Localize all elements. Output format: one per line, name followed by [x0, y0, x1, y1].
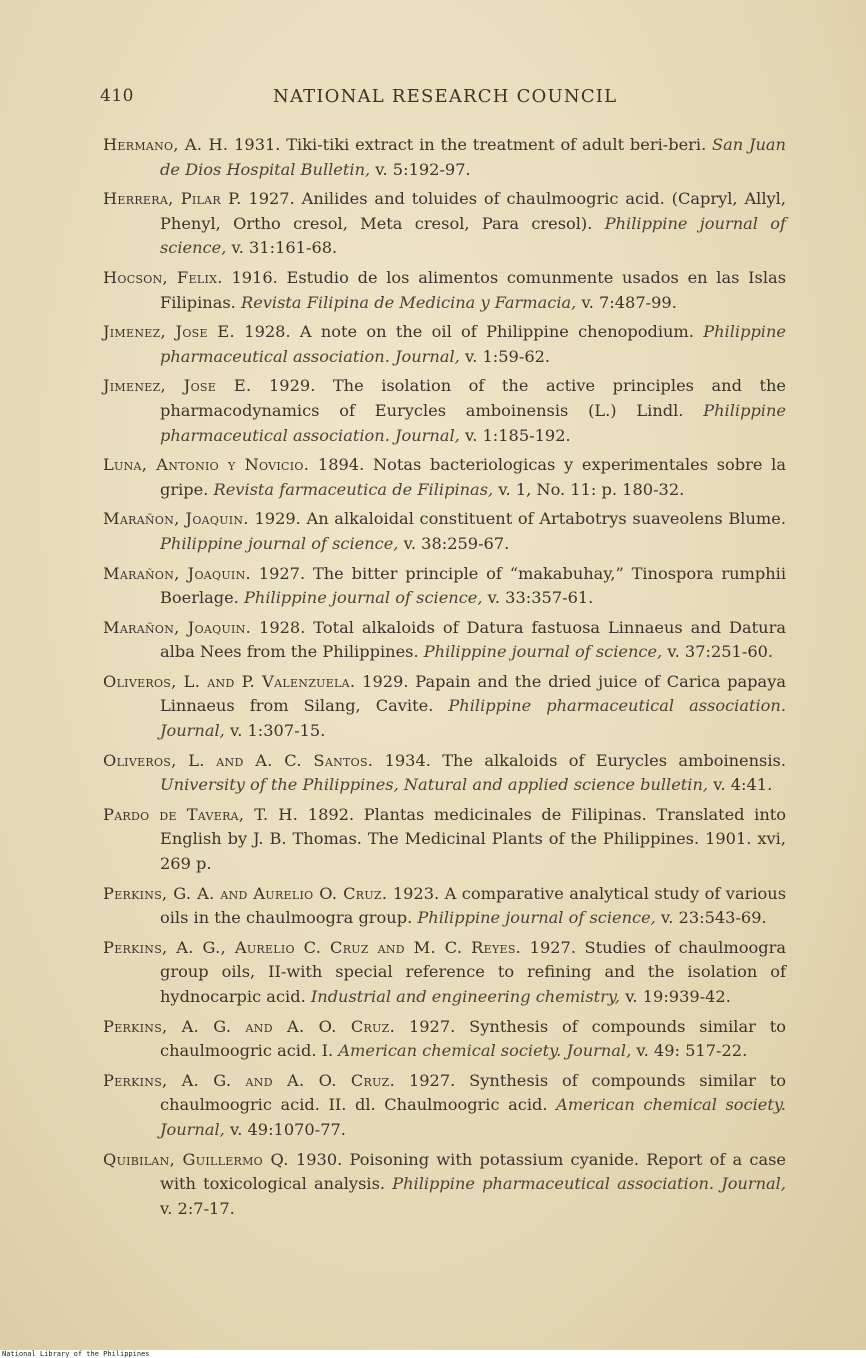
entry-citation: v. 23:543-69.: [661, 908, 767, 928]
entry-source: American chemical society. Journal,: [338, 1041, 632, 1061]
entry-citation: v. 38:259-67.: [403, 533, 510, 553]
entry-text: 1927. The bitter principle of “makabuhay,” Tinospora rumphii Boerlage.: [160, 563, 786, 608]
entry-source: Philippine pharmaceutical association. Journal,: [392, 1174, 786, 1194]
entry-source: Philippine journal of science,: [244, 588, 483, 608]
bibliography-entry: [103, 187, 786, 261]
page-number: 410: [100, 86, 134, 106]
entry-text: 1892. Plantas medicinales de Filipinas. Translated into English by J. B. Thomas. The Medicinal Plants of the Philippines. 1901. xvi, 269 p.: [160, 804, 786, 874]
entry-text: 1927. Synthesis of compounds similar to chaulmoogric acid. II. dl. Chaulmoogric acid.: [160, 1070, 786, 1115]
entry-citation: v. 1, No. 11: p. 180-32.: [498, 479, 685, 499]
bibliography-list: [103, 133, 786, 1226]
entry-source: American chemical society. Journal,: [160, 1095, 786, 1139]
entry-citation: v. 4:41.: [713, 775, 773, 795]
bibliography-entry: [103, 1069, 786, 1143]
entry-source: San Juan de Dios Hospital Bulletin,: [160, 135, 786, 179]
entry-citation: v. 1:307-15.: [229, 721, 326, 741]
entry-source: Philippine journal of science,: [160, 533, 399, 553]
bibliography-entry: [103, 616, 786, 665]
entry-author: Hermano, A. H.: [103, 135, 229, 154]
bibliography-entry: [103, 266, 786, 315]
entry-source: Philippine journal of science,: [423, 642, 663, 662]
entry-source: Philippine journal of science,: [417, 908, 656, 928]
bibliography-entry: [103, 936, 786, 1010]
entry-citation: v. 49:1070-77.: [229, 1119, 346, 1139]
entry-author: Perkins, A. G., Aurelio C. Cruz and M. C. Reyes.: [103, 937, 522, 957]
entry-text: 1929. Papain and the dried juice of Carica papaya Linnaeus from Silang, Cavite.: [160, 671, 786, 716]
entry-citation: v. 33:357-61.: [487, 588, 594, 608]
entry-citation: v. 7:487-99.: [581, 292, 677, 312]
entry-author: Oliveros, L. and P. Valenzuela.: [103, 671, 356, 691]
entry-text: 1923. A comparative analytical study of various oils in the chaulmoogra group.: [160, 883, 786, 928]
entry-source: University of the Philippines, Natural and applied science bulletin,: [160, 775, 709, 795]
bibliography-entry: [103, 882, 786, 931]
entry-citation: v. 2:7-17.: [160, 1198, 235, 1218]
page-header: [100, 86, 790, 112]
bibliography-entry: [103, 453, 786, 502]
entry-citation: v. 1:59-62.: [464, 346, 551, 366]
entry-source: Industrial and engineering chemistry,: [310, 987, 621, 1006]
entry-citation: v. 1:185-192.: [464, 425, 571, 445]
bibliography-entry: [103, 320, 786, 369]
entry-source: Philippine pharmaceutical association. Journal,: [160, 400, 786, 445]
entry-text: 1929. An alkaloidal constituent of Artabotrys suaveolens Blume.: [254, 509, 786, 529]
entry-citation: v. 49: 517-22.: [636, 1041, 748, 1061]
entry-text: 1928. Total alkaloids of Datura fastuosa Linnaeus and Datura alba Nees from the Philippines.: [160, 617, 786, 662]
entry-author: Luna, Antonio y Novicio.: [103, 455, 310, 475]
entry-text: 1927. Synthesis of compounds similar to chaulmoogric acid. I.: [160, 1016, 786, 1061]
entry-text: 1927. Anilides and toluides of chaulmoogric acid. (Capryl, Allyl, Phenyl, Ortho cresol, Meta cresol, Para cresol).: [160, 189, 786, 233]
bibliography-entry: [103, 803, 786, 877]
bibliography-entry: [103, 133, 786, 182]
entry-text: 1927. Studies of chaulmoogra group oils, II-with special reference to refining and the isolation of hydnocarpic acid.: [160, 937, 786, 1006]
entry-citation: v. 31:161-68.: [231, 238, 338, 258]
entry-author: Perkins, A. G. and A. O. Cruz.: [103, 1016, 396, 1036]
entry-text: 1931. Tiki-tiki extract in the treatment of adult beri-beri.: [234, 135, 707, 154]
entry-text: 1916. Estudio de los alimentos comunmente usados en las Islas Filipinas.: [160, 267, 786, 312]
entry-text: 1894. Notas bacteriologicas y experimentales sobre la gripe.: [160, 455, 787, 499]
entry-source: Revista farmaceutica de Filipinas,: [213, 479, 494, 499]
bibliography-entry: [103, 1015, 786, 1064]
entry-text: 1934. The alkaloids of Eurycles amboinensis.: [384, 750, 786, 770]
entry-source: Philippine pharmaceutical association. Journal,: [160, 696, 786, 741]
entry-author: Jimenez, Jose E.: [103, 322, 235, 342]
bibliography-entry: [103, 670, 786, 744]
bibliography-entry: [103, 749, 786, 798]
bibliography-entry: [103, 1148, 786, 1222]
entry-author: Marañon, Joaquin.: [103, 563, 251, 583]
entry-citation: v. 19:939-42.: [625, 987, 731, 1006]
entry-text: 1929. The isolation of the active principles and the pharmacodynamics of Eurycles amboinensis (L.) Lindl.: [160, 376, 786, 420]
entry-source: Philippine journal of science,: [160, 213, 786, 258]
entry-text: 1928. A note on the oil of Philippine chenopodium.: [244, 322, 694, 342]
entry-author: Marañon, Joaquin.: [103, 509, 249, 529]
entry-author: Marañon, Joaquin.: [103, 617, 252, 637]
entry-author: Oliveros, L. and A. C. Santos.: [103, 750, 374, 770]
entry-citation: v. 5:192-97.: [375, 159, 471, 179]
entry-author: Perkins, A. G. and A. O. Cruz.: [103, 1070, 396, 1090]
entry-citation: v. 37:251-60.: [667, 642, 774, 662]
library-footer: National Library of the Philippines: [2, 1350, 150, 1358]
entry-source: Philippine pharmaceutical association. Journal,: [160, 322, 786, 366]
entry-text: 1930. Poisoning with potassium cyanide. Report of a case with toxicological analysis.: [160, 1149, 786, 1194]
running-head: NATIONAL RESEARCH COUNCIL: [273, 86, 618, 107]
bibliography-entry: [103, 374, 786, 448]
entry-author: Hocson, Felix.: [103, 267, 223, 287]
entry-author: Perkins, G. A. and Aurelio O. Cruz.: [103, 883, 388, 903]
entry-author: Herrera, Pilar P.: [103, 189, 242, 209]
bibliography-entry: [103, 507, 786, 556]
entry-author: Pardo de Tavera, T. H.: [103, 804, 299, 824]
entry-author: Jimenez, Jose E.: [103, 376, 252, 396]
bibliography-entry: [103, 562, 786, 611]
entry-author: Quibilan, Guillermo Q.: [103, 1149, 289, 1169]
entry-source: Revista Filipina de Medicina y Farmacia,: [241, 292, 577, 312]
